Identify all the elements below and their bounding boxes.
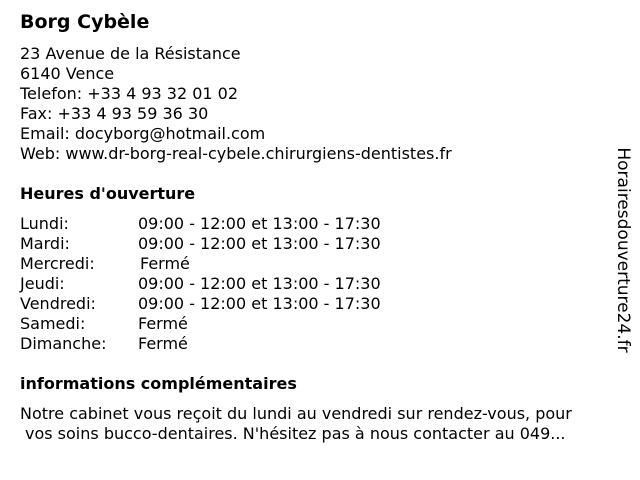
hours-value: 09:00 - 12:00 et 13:00 - 17:30 xyxy=(138,214,381,233)
hours-value: Fermé xyxy=(138,314,188,333)
hours-value: Fermé xyxy=(140,254,190,273)
address-city: 6140 Vence xyxy=(20,64,115,83)
description-line: vos soins bucco-dentaires. N'hésitez pas à nous contacter au 049... xyxy=(25,424,566,443)
day-label: Vendredi: xyxy=(20,294,96,313)
contact-block xyxy=(20,44,452,164)
day-label: Mardi: xyxy=(20,234,70,253)
description-text xyxy=(20,404,630,444)
phone-number: Telefon: +33 4 93 32 01 02 xyxy=(20,84,239,103)
address-street: 23 Avenue de la Résistance xyxy=(20,44,241,63)
additional-info-heading: informations complémentaires xyxy=(20,374,297,393)
page-title: Borg Cybèle xyxy=(20,11,150,33)
description-line: Notre cabinet vous reçoit du lundi au vendredi sur rendez-vous, pour xyxy=(20,404,572,423)
fax-number: Fax: +33 4 93 59 36 30 xyxy=(20,104,209,123)
day-label: Jeudi: xyxy=(20,274,65,293)
day-label: Dimanche: xyxy=(20,334,107,353)
day-label: Lundi: xyxy=(20,214,69,233)
email-address: Email: docyborg@hotmail.com xyxy=(20,124,266,143)
hours-value: 09:00 - 12:00 et 13:00 - 17:30 xyxy=(138,274,381,293)
website-url: Web: www.dr-borg-real-cybele.chirurgiens-dentistes.fr xyxy=(20,144,452,163)
opening-hours-heading: Heures d'ouverture xyxy=(20,184,196,203)
hours-value: 09:00 - 12:00 et 13:00 - 17:30 xyxy=(138,234,381,253)
day-label: Samedi: xyxy=(20,314,86,333)
site-watermark: Horairesdouverture24.fr xyxy=(613,147,633,353)
day-label: Mercredi: xyxy=(20,254,95,273)
hours-value: 09:00 - 12:00 et 13:00 - 17:30 xyxy=(138,294,381,313)
hours-value: Fermé xyxy=(138,334,188,353)
